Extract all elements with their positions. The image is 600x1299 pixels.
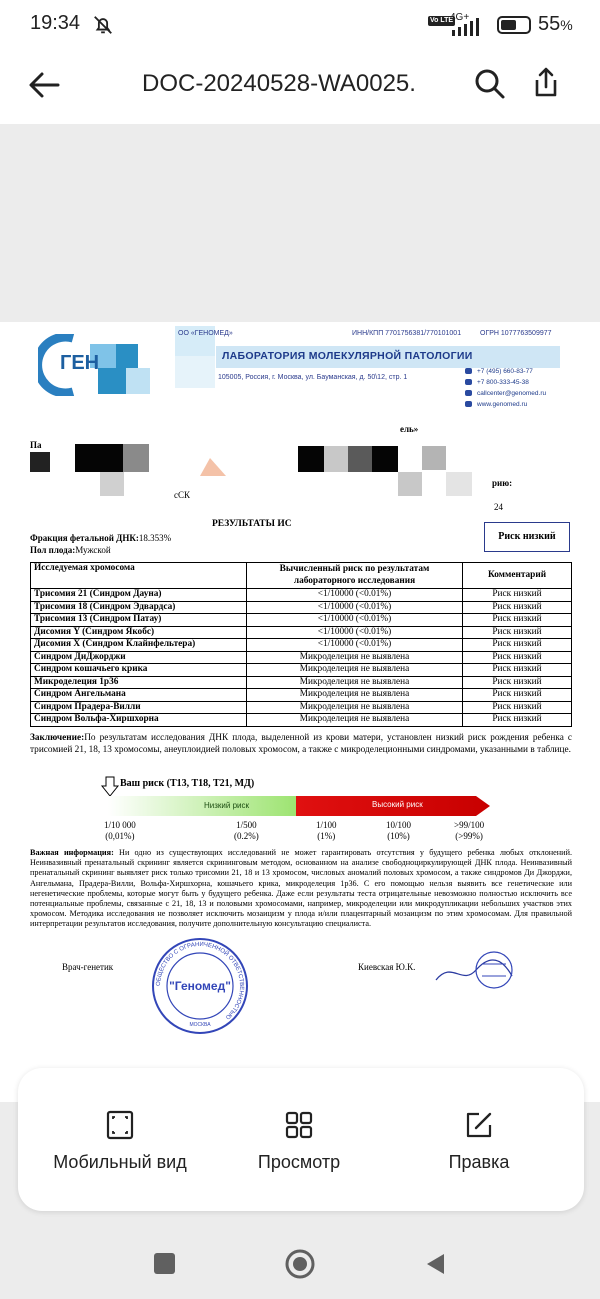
results-table xyxy=(30,562,572,727)
redaction-block xyxy=(372,446,398,472)
results-title: РЕЗУЛЬТАТЫ ИС xyxy=(212,519,292,529)
pointer-arrow-icon xyxy=(100,776,120,798)
redaction-block xyxy=(123,444,149,472)
battery-percent: 55% xyxy=(538,13,573,35)
table-row: Синдром ДиДжорджи Микроделеция не выявлена Риск низкий xyxy=(31,651,572,664)
system-navigation-bar xyxy=(0,1226,600,1299)
doctor-name: Киевская Ю.К. xyxy=(358,962,416,972)
logo-text: ГЕН xyxy=(60,352,100,374)
redaction-block xyxy=(324,446,348,472)
document-title: DOC-20240528-WA0025. xyxy=(142,70,416,97)
important-info-paragraph: Важная информация: Ни одно из существующих исследований не может гарантировать отсутствия у будущего ребенка любых отклонений. Неинвазивный пренатальный скрининг является скрининговым методом, основанном на анализе свободноциркулирующей ДНК плода. Неинвазивный пренатальный скрининг выявляет риск только трисомии 21, 18 и 13 хромосом, числовых аномалий половых хромосом, а также синдромов Ди Джорджи, Ангельмана, Прадера-Вилли, Вольфа-Хиршхорна, кошачьего крика, микроделеция 1p36. С его помощью нельзя выявить все генетические или негенетические проблемы, которые могут быть у будущего ребенка. Даже если результаты теста отрицательные невозможно полностью исключить все потенциальные проблемы, связанные с 21, 18, 13 и половыми хромосомами, например, микроделеции или микродупликации небольших участков этих хромосом. Методика исследования не позволяет исключить мозаицизм у плода и/или плацентарный мозаицизм по этим хромосомам. Для правильной интерпретации результатов исследования, получите дополнительную консультацию специалиста. xyxy=(30,848,572,929)
svg-text:ОБЩЕСТВО С ОГРАНИЧЕННОЙ ОТВЕТС: ОБЩЕСТВО С ОГРАНИЧЕННОЙ ОТВЕТСТВЕННОСТЬЮ xyxy=(155,941,245,1020)
bottom-action-sheet xyxy=(18,1068,584,1211)
risk-summary-box: Риск низкий xyxy=(484,522,570,552)
muted-bell-icon xyxy=(92,14,114,36)
table-row: Трисомия 13 (Синдром Патау) <1/10000 (<0.01%) Риск низкий xyxy=(31,614,572,627)
share-icon[interactable] xyxy=(528,64,564,100)
company-stamp xyxy=(150,936,250,1036)
home-icon[interactable] xyxy=(284,1248,316,1280)
mobile-view-icon xyxy=(105,1110,135,1140)
table-header-row xyxy=(31,563,572,589)
svg-text:МОСКВА: МОСКВА xyxy=(189,1022,211,1028)
redaction-block xyxy=(198,456,228,478)
redaction-block xyxy=(446,472,472,496)
mobile-view-label: Мобильный вид xyxy=(53,1152,187,1172)
contact-phone-1: +7 (495) 660-83-77 xyxy=(465,368,533,375)
table-row: Синдром кошачьего крика Микроделеция не выявлена Риск низкий xyxy=(31,664,572,677)
globe-icon xyxy=(465,401,472,407)
battery-icon xyxy=(497,16,531,34)
redaction-block xyxy=(348,446,372,472)
table-row: Микроделеция 1p36 Микроделеция не выявлена Риск низкий xyxy=(31,676,572,689)
phone-icon xyxy=(465,368,472,374)
redaction-block xyxy=(100,472,124,496)
scale-tick: 10/100 (10%) xyxy=(386,820,412,841)
preview-label: Просмотр xyxy=(257,1152,341,1172)
table-row: Трисомия 18 (Синдром Эдвардса) <1/10000 (<0.01%) Риск низкий xyxy=(31,601,572,614)
ogrn-line: ОГРН 1077763509977 xyxy=(480,330,552,337)
status-bar xyxy=(0,0,600,52)
table-row: Синдром Вольфа-Хиршхорна Микроделеция не выявлена Риск низкий xyxy=(31,714,572,727)
back-nav-icon[interactable] xyxy=(424,1252,446,1276)
fragment-text: Па xyxy=(30,440,42,450)
conclusion-paragraph: Заключение:По результатам исследования ДНК плода, выделенной из крови матери, установлен низкий риск рождения ребенка с трисомией 21, 18, 13 хромосомы, анеуплоидией половых хромосом, а также с микроделеционными синдромами, указанными в таблице. xyxy=(30,733,572,755)
table-row: Синдром Прадера-Вилли Микроделеция не выявлена Риск низкий xyxy=(31,701,572,714)
redaction-block xyxy=(298,446,324,472)
edit-label: Правка xyxy=(448,1152,510,1172)
signal-icon xyxy=(452,18,488,36)
table-header: Вычисленный риск по результатам лабораторного исследования xyxy=(247,563,463,589)
risk-scale-title: Ваш риск (T13, T18, T21, МД) xyxy=(120,778,255,789)
preview-button[interactable] xyxy=(224,1110,374,1173)
table-row: Трисомия 21 (Синдром Дауна) <1/10000 (<0.01%) Риск низкий xyxy=(31,589,572,602)
fetal-fraction: Фракция фетальной ДНК:18.353% xyxy=(30,533,172,543)
high-risk-bar: Высокий риск xyxy=(296,794,490,818)
phone-icon xyxy=(465,379,472,385)
fragment-text: 24 xyxy=(494,502,503,512)
fragment-text: сСК xyxy=(174,490,191,500)
genomed-logo xyxy=(38,334,153,396)
edit-icon xyxy=(464,1110,494,1140)
grid-view-icon xyxy=(284,1110,314,1140)
redaction-block xyxy=(175,356,215,388)
scale-tick: 1/500 (0.2%) xyxy=(234,820,259,841)
table-header: Комментарий xyxy=(463,563,572,589)
address-line: 105005, Россия, г. Москва, ул. Бауманская, д. 50\12, стр. 1 xyxy=(218,374,408,381)
org-line: ОО «ГЕНОМЕД» xyxy=(178,330,233,337)
network-type: 4G+ xyxy=(450,12,470,23)
redaction-block xyxy=(398,472,422,496)
redaction-block xyxy=(422,446,446,470)
lab-name: ЛАБОРАТОРИЯ МОЛЕКУЛЯРНОЙ ПАТОЛОГИИ xyxy=(222,350,473,362)
table-header: Исследуемая хромосома xyxy=(31,563,247,589)
doctor-label: Врач-генетик xyxy=(62,962,114,972)
fragment-text: ель» xyxy=(400,424,419,434)
svg-text:"Геномед": "Геномед" xyxy=(169,979,231,993)
redaction-block xyxy=(30,452,50,472)
low-risk-bar: Низкий риск xyxy=(108,796,300,816)
app-bar xyxy=(0,52,600,124)
scale-tick: 1/100 (1%) xyxy=(316,820,337,841)
volte-badge: Vo LTE xyxy=(430,17,454,24)
email-icon xyxy=(465,390,472,396)
inn-line: ИНН/КПП 7701756381/770101001 xyxy=(352,330,462,337)
mobile-view-button[interactable] xyxy=(45,1110,195,1173)
document-page[interactable] xyxy=(0,322,600,1102)
lab-banner xyxy=(216,346,560,368)
contact-phone-2: +7 800-333-45-38 xyxy=(465,379,529,386)
recents-icon[interactable] xyxy=(154,1253,175,1274)
contact-website: www.genomed.ru xyxy=(465,401,527,408)
status-time: 19:34 xyxy=(30,12,81,34)
fragment-text: рию: xyxy=(492,478,513,488)
fetal-sex: Пол плода:Мужской xyxy=(30,545,111,555)
table-row: Дисомия X (Синдром Клайнфельтера) <1/10000 (<0.01%) Риск низкий xyxy=(31,639,572,652)
search-icon[interactable] xyxy=(472,66,508,102)
table-row: Дисомия Y (Синдром Якобс) <1/10000 (<0.01%) Риск низкий xyxy=(31,626,572,639)
scale-tick: >99/100 (>99%) xyxy=(454,820,485,841)
doctor-signature xyxy=(432,950,516,992)
scale-tick: 1/10 000 (0,01%) xyxy=(104,820,136,841)
edit-button[interactable] xyxy=(404,1110,554,1173)
redaction-block xyxy=(75,444,123,472)
back-arrow-icon[interactable] xyxy=(26,67,62,103)
table-row: Синдром Ангельмана Микроделеция не выявлена Риск низкий xyxy=(31,689,572,702)
contact-email: callcenter@genomed.ru xyxy=(465,390,546,397)
